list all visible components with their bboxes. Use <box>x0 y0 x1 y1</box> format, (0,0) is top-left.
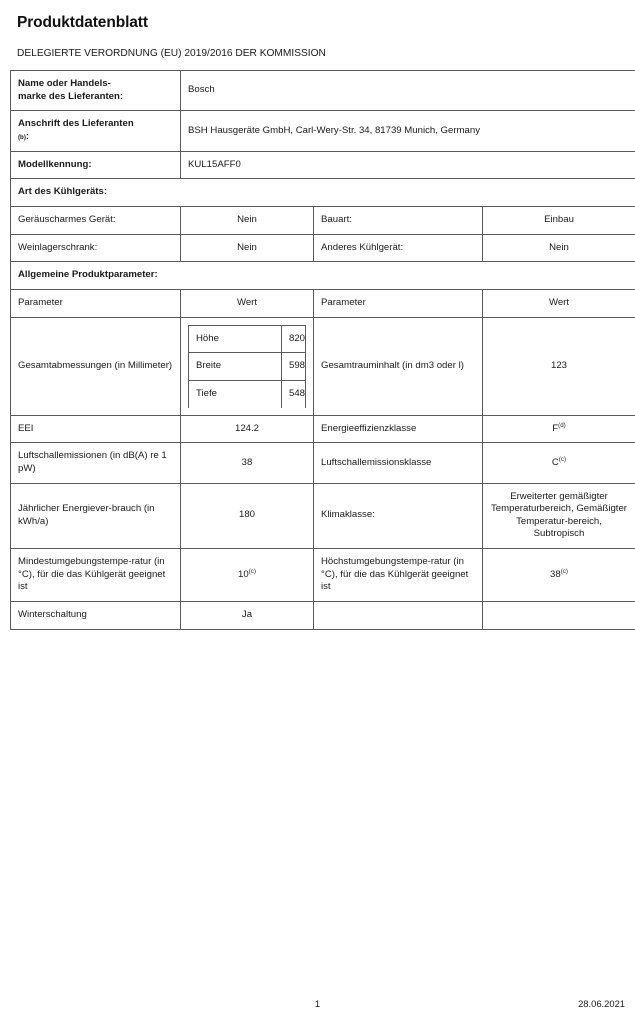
energy-efficiency-class-value <box>483 415 635 443</box>
column-header-value-2: Wert <box>483 289 635 317</box>
winter-setting-label: Winterschaltung <box>11 602 181 630</box>
column-header-value-1: Wert <box>181 289 314 317</box>
wine-storage-value: Nein <box>181 234 314 262</box>
dimensions-label: Gesamtabmessungen (in Millimeter) <box>11 317 181 415</box>
dimension-value-width: 598 <box>282 353 306 381</box>
noise-class-label: Luftschallemissionsklasse <box>314 443 483 483</box>
table-row-general-parameters-header <box>11 262 635 290</box>
energy-efficiency-class-label: Energieeffizienzklasse <box>314 415 483 443</box>
construction-type-value: Einbau <box>483 206 635 234</box>
noise-class-letter: C <box>551 456 559 468</box>
table-row-column-headers <box>11 289 635 317</box>
footer-date: 28.06.2021 <box>578 998 625 1009</box>
table-row-noise-emissions <box>11 443 635 483</box>
dimension-row-width <box>189 353 306 381</box>
climate-class-value: Erweiterter gemäßigter Temperaturbereich, Gemäßigter Temperatur-bereich, Subtropisch <box>483 483 635 549</box>
eei-value: 124.2 <box>181 415 314 443</box>
column-header-parameter-1: Parameter <box>11 289 181 317</box>
supplier-address-label-text: Anschrift des Lieferanten <box>18 118 134 130</box>
eei-label: EEI <box>11 415 181 443</box>
table-row-model <box>11 151 635 179</box>
dimension-label-width: Breite <box>189 353 282 381</box>
other-fridge-label: Anderes Kühlgerät: <box>314 234 483 262</box>
max-ambient-temp-number: 38 <box>550 568 561 580</box>
dimension-row-depth <box>189 380 306 407</box>
wine-storage-label: Weinlagerschrank: <box>11 234 181 262</box>
dimensions-subtable <box>188 325 306 408</box>
supplier-name-label-line1: Name oder Handels- <box>18 78 111 89</box>
model-label: Modellkennung: <box>11 151 181 179</box>
low-noise-label: Geräuscharmes Gerät: <box>11 206 181 234</box>
climate-class-label: Klimaklasse: <box>314 483 483 549</box>
noise-emissions-label: Luftschallemissionen (in dB(A) re 1 pW) <box>11 443 181 483</box>
supplier-name-value: Bosch <box>181 71 635 111</box>
dimension-value-depth: 548 <box>282 380 306 407</box>
page-title: Produktdatenblatt <box>17 14 148 31</box>
dimension-label-depth: Tiefe <box>189 380 282 407</box>
table-row-supplier-name <box>11 71 635 111</box>
noise-class-value <box>483 443 635 483</box>
product-data-table <box>10 70 635 630</box>
model-value: KUL15AFF0 <box>181 151 635 179</box>
total-volume-label: Gesamtrauminhalt (in dm3 oder l) <box>314 317 483 415</box>
annual-energy-value: 180 <box>181 483 314 549</box>
low-noise-value: Nein <box>181 206 314 234</box>
table-row-appliance-type-header <box>11 179 635 207</box>
supplier-address-footnote: (b) <box>18 133 26 141</box>
dimension-row-height <box>189 325 306 353</box>
general-parameters-section-title: Allgemeine Produktparameter: <box>11 262 635 290</box>
noise-emissions-value: 38 <box>181 443 314 483</box>
table-row-low-noise <box>11 206 635 234</box>
table-row-annual-energy <box>11 483 635 549</box>
min-ambient-temp-value <box>181 549 314 602</box>
table-row-winter-setting <box>11 602 635 630</box>
min-ambient-temp-label: Mindestumgebungstempe-ratur (in °C), für die das Kühlgerät geeignet ist <box>11 549 181 602</box>
regulation-subtitle: DELEGIERTE VERORDNUNG (EU) 2019/2016 DER KOMMISSION <box>17 48 326 59</box>
max-ambient-temp-footnote: (c) <box>560 567 568 575</box>
supplier-address-colon: : <box>25 130 30 142</box>
table-row-eei <box>11 415 635 443</box>
annual-energy-label: Jährlicher Energiever-brauch (in kWh/a) <box>11 483 181 549</box>
dimensions-subtable-cell <box>181 317 314 415</box>
min-ambient-temp-number: 10 <box>238 568 249 580</box>
dimension-value-height: 820 <box>282 325 306 353</box>
construction-type-label: Bauart: <box>314 206 483 234</box>
table-row-dimensions <box>11 317 635 415</box>
table-row-supplier-address <box>11 111 635 151</box>
energy-efficiency-class-letter: F <box>552 422 559 434</box>
supplier-address-value: BSH Hausgeräte GmbH, Carl-Wery-Str. 34, 81739 Munich, Germany <box>181 111 635 151</box>
max-ambient-temp-label: Höchstumgebungstempe-ratur (in °C), für die das Kühlgerät geeignet ist <box>314 549 483 602</box>
max-ambient-temp-value <box>483 549 635 602</box>
appliance-type-section-title: Art des Kühlgeräts: <box>11 179 635 207</box>
supplier-name-label-line2: marke des Lieferanten: <box>18 90 124 102</box>
other-fridge-value: Nein <box>483 234 635 262</box>
noise-class-footnote: (c) <box>558 455 567 463</box>
total-volume-value: 123 <box>483 317 635 415</box>
footer-page-number: 1 <box>314 998 321 1009</box>
dimension-label-height: Höhe <box>189 325 282 353</box>
min-ambient-temp-footnote: (c) <box>248 567 256 575</box>
supplier-name-label <box>11 71 181 111</box>
energy-efficiency-class-footnote: (d) <box>558 421 566 429</box>
supplier-address-label <box>11 111 181 151</box>
column-header-parameter-2: Parameter <box>314 289 483 317</box>
table-row-temperature-range <box>11 549 635 602</box>
table-row-wine-storage <box>11 234 635 262</box>
product-datasheet-page <box>10 10 625 630</box>
winter-setting-empty-label <box>314 602 483 630</box>
winter-setting-empty-value <box>483 602 635 630</box>
winter-setting-value: Ja <box>181 602 314 630</box>
